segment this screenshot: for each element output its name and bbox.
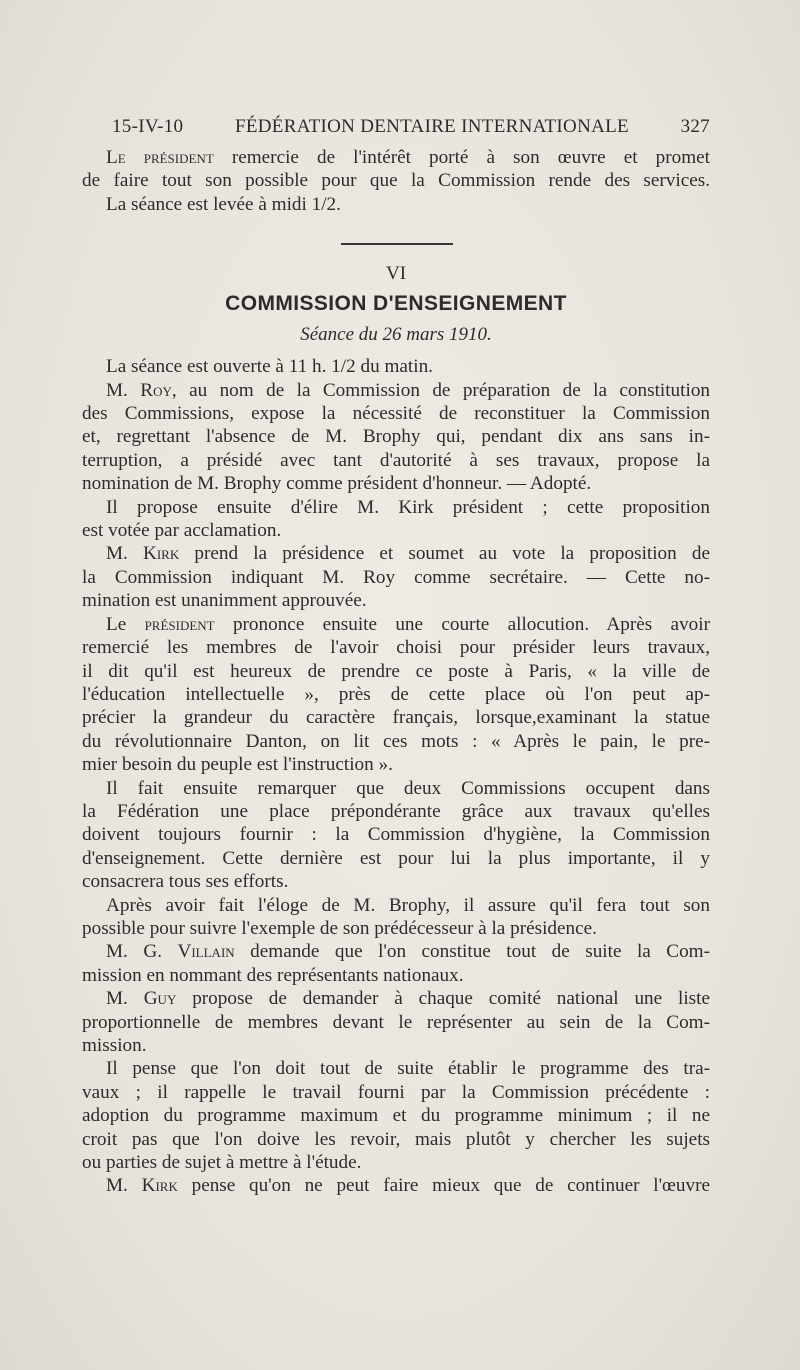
text-line xyxy=(82,566,710,589)
line-text: d'enseignement. Cette dernière est pour lui la plus importante, il y xyxy=(82,847,710,869)
line-text: demande que l'on constitue tout de suite la Com- xyxy=(234,941,710,963)
text-line xyxy=(82,1151,710,1174)
running-header xyxy=(112,116,710,138)
text-line: de faire tout son possible pour que la Commission rende des services. xyxy=(82,170,710,192)
text-line xyxy=(82,472,710,495)
text-line xyxy=(82,1104,710,1127)
line-text: Il pense que l'on doit tout de suite établir le programme des tra- xyxy=(106,1058,710,1080)
line-text: nomination de M. Brophy comme président d'honneur. — Adopté. xyxy=(82,473,592,495)
line-text: ou parties de sujet à mettre à l'étude. xyxy=(82,1152,362,1174)
line-text: mier besoin du peuple est l'instruction ». xyxy=(82,754,393,776)
text-line xyxy=(82,800,710,823)
line-text: Il propose ensuite d'élire M. Kirk président ; cette proposition xyxy=(106,496,710,518)
line-text: il dit qu'il est heureux de prendre ce poste à Paris, « la ville de xyxy=(82,660,710,682)
text-line xyxy=(82,542,710,565)
text-line xyxy=(82,706,710,729)
text-line xyxy=(82,1034,710,1057)
line-text: terruption, a présidé avec tant d'autorité à ses travaux, propose la xyxy=(82,449,710,471)
text-line xyxy=(82,1011,710,1034)
line-prefix: M. xyxy=(106,988,144,1010)
speaker-name: Guy xyxy=(143,988,177,1010)
line-prefix: M. xyxy=(106,543,143,565)
section-title: COMMISSION D'ENSEIGNEMENT xyxy=(225,292,567,316)
text-line: La séance est levée à midi 1/2. xyxy=(106,193,341,215)
line-text: La séance est ouverte à 11 h. 1/2 du matin. xyxy=(106,356,433,378)
line-text: du révolutionnaire Danton, on lit ces mots : « Après le pain, le pre- xyxy=(82,730,710,752)
text-line xyxy=(82,987,710,1010)
line-text: doivent toujours fournir : la Commission d'hygiène, la Commission xyxy=(82,824,710,846)
line-text: mission. xyxy=(82,1035,147,1056)
text-line xyxy=(82,1057,710,1080)
section-divider xyxy=(82,216,710,258)
line-prefix: Le xyxy=(106,613,145,635)
line-text: pense qu'on ne peut faire mieux que de continuer l'œuvre xyxy=(177,1175,711,1197)
speaker-name: Kirk xyxy=(143,543,180,565)
line-text: vaux ; il rappelle le travail fourni par la Commission précédente : xyxy=(82,1081,710,1103)
line-text: possible pour suivre l'exemple de son prédécesseur à la présidence. xyxy=(82,917,597,939)
line-text: adoption du programme maximum et du programme minimum ; il ne xyxy=(82,1105,710,1127)
text-line xyxy=(82,425,710,448)
text-line xyxy=(82,402,710,425)
text-line xyxy=(82,589,710,612)
line-text: est votée par acclamation. xyxy=(82,520,282,542)
line-prefix: M. G. xyxy=(106,941,178,963)
text-line xyxy=(82,753,710,776)
section-number: VI xyxy=(385,263,407,285)
header-date: 15-IV-10 xyxy=(112,116,184,137)
speaker-name: président xyxy=(144,613,215,635)
closing-paragraph xyxy=(82,146,710,216)
line-text: Il fait ensuite remarquer que deux Commissions occupent dans xyxy=(106,777,710,799)
section-date: Séance du 26 mars 1910. xyxy=(300,324,492,346)
text-line xyxy=(82,1128,710,1151)
text-line xyxy=(82,964,710,987)
page-body xyxy=(82,146,710,1198)
line-text: précier la grandeur du caractère français, lorsque,examinant la statue xyxy=(82,707,710,729)
text-line xyxy=(82,730,710,753)
line-text: prononce ensuite une courte allocution. Après avoir xyxy=(214,613,710,635)
text-line xyxy=(82,917,710,940)
line-text: croit pas que l'on doive les revoir, mais plutôt y chercher les sujets xyxy=(82,1128,710,1150)
text-line xyxy=(82,146,710,169)
line-prefix: M. xyxy=(106,379,141,401)
divider-rule xyxy=(341,243,453,245)
speaker-name: Kirk xyxy=(141,1175,178,1197)
line-text: mination est unanimment approuvée. xyxy=(82,590,367,612)
line-text: remercié les membres de l'avoir choisi pour présider leurs travaux, xyxy=(82,637,710,659)
text-line xyxy=(82,940,710,963)
line-text: remercie de l'intérêt porté à son œuvre et promet xyxy=(213,147,710,168)
text-line xyxy=(82,894,710,917)
speaker-name: Le président xyxy=(106,147,214,168)
page-number: 327 xyxy=(680,116,710,137)
line-text: proportionnelle de membres devant le représenter au sein de la Com- xyxy=(82,1011,710,1033)
text-line xyxy=(82,660,710,683)
line-text: des Commissions, expose la nécessité de reconstituer la Commission xyxy=(82,403,710,425)
text-line xyxy=(82,1081,710,1104)
text-line xyxy=(82,1174,710,1197)
text-line xyxy=(82,613,710,636)
line-text: mission en nommant des représentants nationaux. xyxy=(82,964,464,986)
line-text: prend la présidence et soumet au vote la proposition de xyxy=(179,543,710,565)
text-line xyxy=(82,777,710,800)
line-text: , au nom de la Commission de préparation de la constitution xyxy=(171,379,711,401)
line-text: Après avoir fait l'éloge de M. Brophy, il assure qu'il fera tout son xyxy=(106,894,710,916)
line-text: consacrera tous ses efforts. xyxy=(82,871,289,893)
text-line xyxy=(82,355,710,378)
line-text: la Commission indiquant M. Roy comme secrétaire. — Cette no- xyxy=(82,566,710,588)
speaker-name: Roy xyxy=(140,379,172,401)
line-text: la Fédération une place prépondérante grâce aux travaux qu'elles xyxy=(82,800,710,822)
header-title: FÉDÉRATION DENTAIRE INTERNATIONALE xyxy=(235,116,629,137)
speaker-name: Villain xyxy=(177,941,235,963)
text-line xyxy=(82,823,710,846)
line-prefix: M. xyxy=(106,1175,142,1197)
text-line xyxy=(82,519,710,542)
line-text: et, regrettant l'absence de M. Brophy qui, pendant dix ans sans in- xyxy=(82,426,710,448)
text-line xyxy=(82,636,710,659)
line-text: propose de demander à chaque comité national une liste xyxy=(176,988,710,1010)
line-text: l'éducation intellectuelle », près de cette place où l'on peut ap- xyxy=(82,683,710,705)
text-line xyxy=(82,683,710,706)
text-line xyxy=(82,496,710,519)
text-line xyxy=(82,847,710,870)
minutes-text xyxy=(82,355,710,1198)
text-line xyxy=(82,379,710,402)
text-line xyxy=(82,870,710,893)
text-line xyxy=(82,449,710,472)
